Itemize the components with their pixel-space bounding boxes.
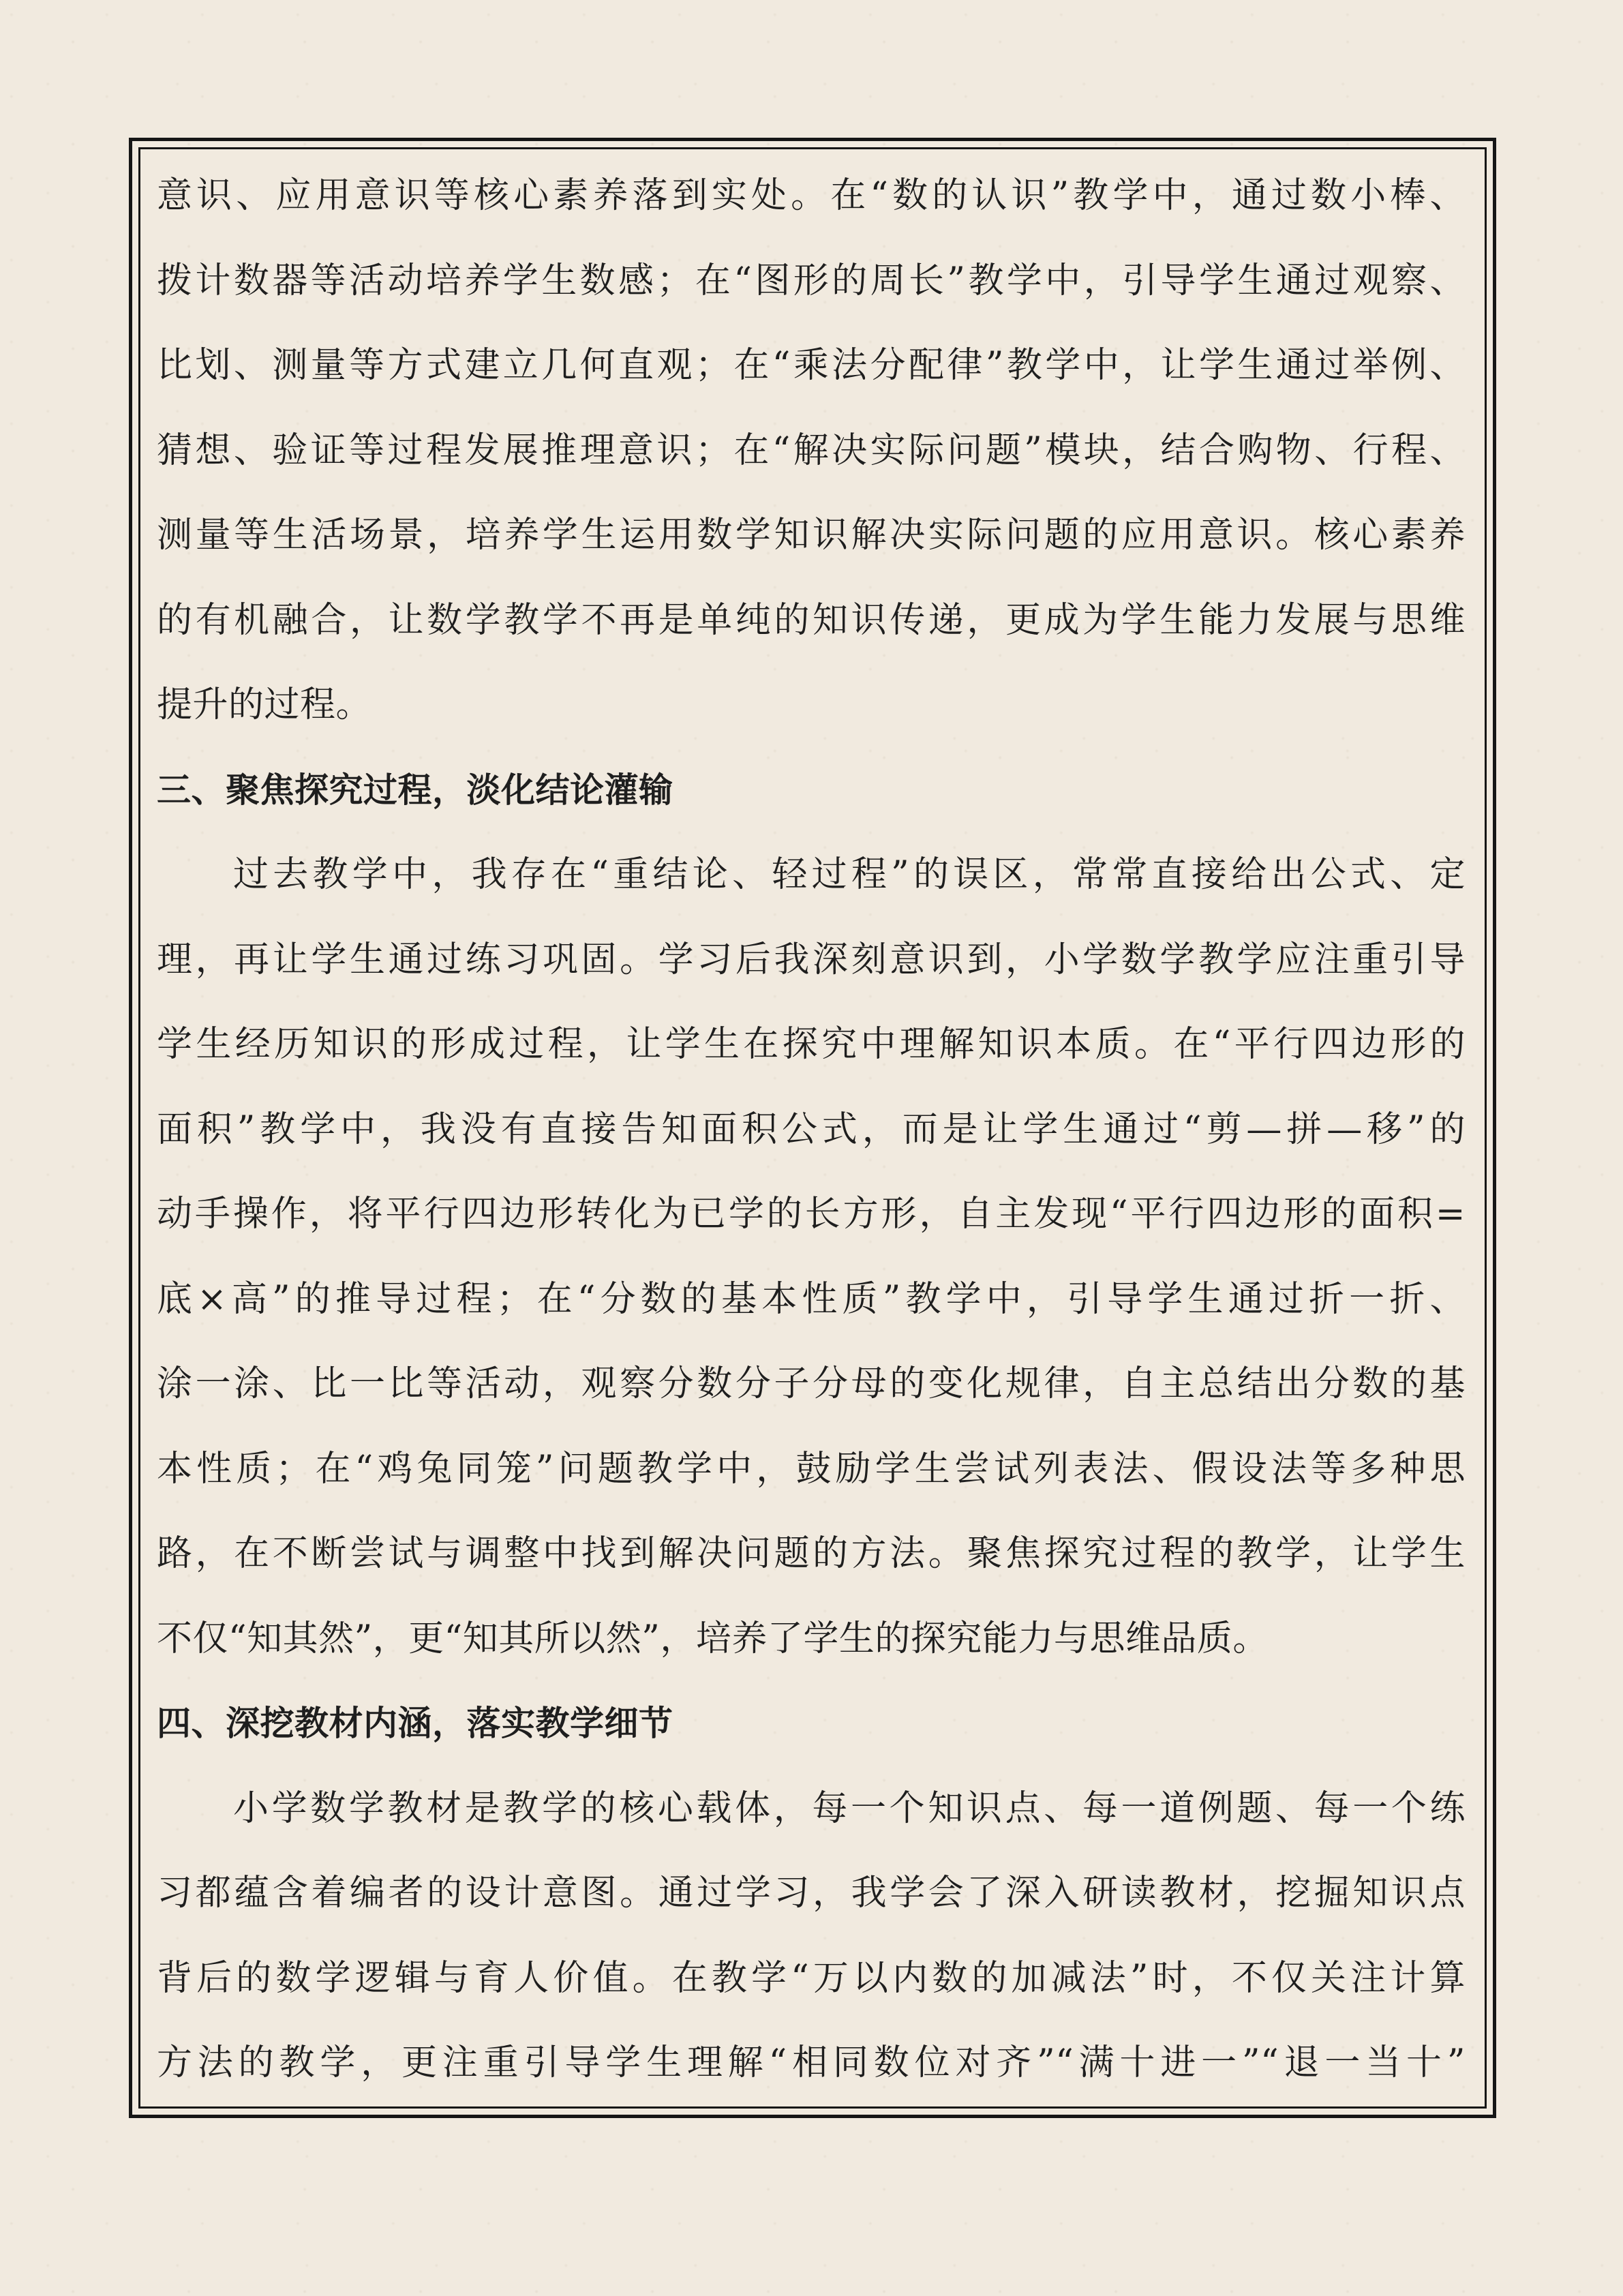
body-line: 本性质；在“鸡兔同笼”问题教学中，鼓励学生尝试列表法、假设法等多种思 — [157, 1448, 1466, 1490]
document-body — [157, 153, 1466, 2106]
body-line: 不仅“知其然”，更“知其所以然”，培养了学生的探究能力与思维品质。 — [157, 1618, 1269, 1659]
body-line: 涂一涂、比一比等活动，观察分数分子分母的变化规律，自主总结出分数的基 — [157, 1363, 1466, 1404]
body-line: 猜想、验证等过程发展推理意识；在“解决实际问题”模块，结合购物、行程、 — [157, 429, 1466, 471]
body-line: 提升的过程。 — [157, 684, 372, 725]
body-line: 拨计数器等活动培养学生数感；在“图形的周长”教学中，引导学生通过观察、 — [157, 260, 1466, 301]
body-line: 习都蕴含着编者的设计意图。通过学习，我学会了深入研读教材，挖掘知识点 — [157, 1873, 1466, 1914]
body-line: 比划、测量等方式建立几何直观；在“乘法分配律”教学中，让学生通过举例、 — [157, 345, 1466, 386]
body-line: 面积”教学中，我没有直接告知面积公式，而是让学生通过“剪—拼—移”的 — [157, 1108, 1466, 1150]
paragraph-first-line: 小学数学教材是教学的核心载体，每一个知识点、每一道例题、每一个练 — [233, 1787, 1466, 1829]
body-line: 的有机融合，让数学教学不再是单纯的知识传递，更成为学生能力发展与思维 — [157, 599, 1466, 641]
body-line: 动手操作，将平行四边形转化为已学的长方形，自主发现“平行四边形的面积= — [157, 1194, 1466, 1235]
paragraph-first-line: 过去教学中，我存在“重结论、轻过程”的误区，常常直接给出公式、定 — [233, 854, 1466, 895]
body-line: 路，在不断尝试与调整中找到解决问题的方法。聚焦探究过程的教学，让学生 — [157, 1533, 1466, 1574]
body-line: 测量等生活场景，培养学生运用数学知识解决实际问题的应用意识。核心素养 — [157, 515, 1466, 556]
body-line: 意识、应用意识等核心素养落到实处。在“数的认识”教学中，通过数小棒、 — [157, 175, 1466, 216]
body-line: 方法的教学，更注重引导学生理解“相同数位对齐”“满十进一”“退一当十” — [157, 2042, 1466, 2083]
section-heading: 三、聚焦探究过程，淡化结论灌输 — [157, 770, 673, 810]
body-line: 学生经历知识的形成过程，让学生在探究中理解知识本质。在“平行四边形的 — [157, 1024, 1466, 1065]
body-line: 理，再让学生通过练习巩固。学习后我深刻意识到，小学数学教学应注重引导 — [157, 939, 1466, 980]
section-heading: 四、深挖教材内涵，落实教学细节 — [157, 1704, 673, 1743]
body-line: 底×高”的推导过程；在“分数的基本性质”教学中，引导学生通过折一折、 — [157, 1278, 1466, 1320]
body-line: 背后的数学逻辑与育人价值。在教学“万以内数的加减法”时，不仅关注计算 — [157, 1957, 1466, 1999]
